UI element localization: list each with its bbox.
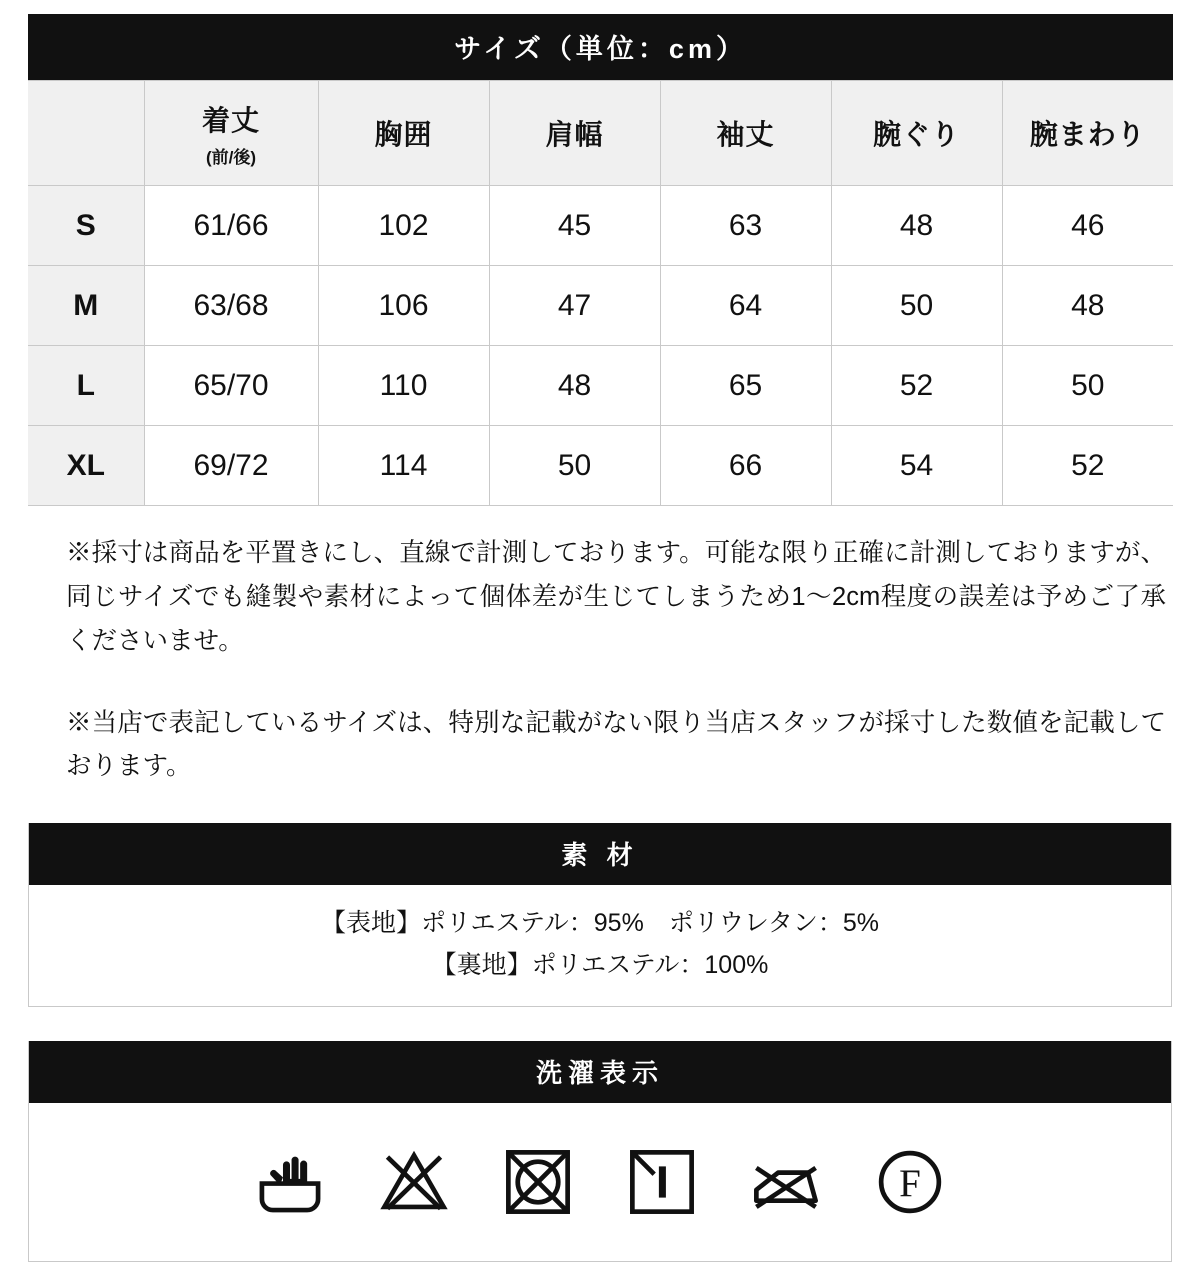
size-cell-shoulder: 50 <box>489 426 660 506</box>
size-cell-armcircumference: 50 <box>1002 346 1173 426</box>
size-cell-chest: 114 <box>318 426 489 506</box>
size-cell-length: 69/72 <box>144 426 318 506</box>
care-body <box>29 1103 1171 1261</box>
hand-wash-icon <box>251 1143 329 1221</box>
size-header-corner <box>28 81 144 186</box>
material-outer: 【表地】ポリエステル：95% ポリウレタン：5% <box>321 909 879 938</box>
no-iron-icon <box>747 1143 825 1221</box>
material-lining: 【裏地】ポリエステル：100% <box>431 950 769 979</box>
size-cell-label: M <box>28 266 144 346</box>
care-section <box>28 1041 1172 1262</box>
size-cell-chest: 110 <box>318 346 489 426</box>
size-cell-label: L <box>28 346 144 426</box>
size-cell-armhole: 48 <box>831 186 1002 266</box>
size-table-header-row <box>28 81 1173 186</box>
size-header-chest: 胸囲 <box>318 81 489 186</box>
size-cell-length: 65/70 <box>144 346 318 426</box>
material-banner: 素 材 <box>29 823 1171 885</box>
no-bleach-icon <box>375 1143 453 1221</box>
size-cell-armhole: 52 <box>831 346 1002 426</box>
size-cell-armcircumference: 52 <box>1002 426 1173 506</box>
dry-clean-f-icon <box>871 1143 949 1221</box>
size-cell-chest: 106 <box>318 266 489 346</box>
size-header-length-sub: (前/後) <box>205 147 257 167</box>
size-header-armcircumference: 腕まわり <box>1002 81 1173 186</box>
size-header-sleeve: 袖丈 <box>660 81 831 186</box>
material-body <box>29 885 1171 1006</box>
line-dry-shade-icon <box>623 1143 701 1221</box>
size-cell-armcircumference: 48 <box>1002 266 1173 346</box>
size-cell-armhole: 50 <box>831 266 1002 346</box>
size-cell-shoulder: 47 <box>489 266 660 346</box>
care-banner: 洗濯表示 <box>29 1041 1171 1103</box>
size-cell-label: XL <box>28 426 144 506</box>
size-cell-chest: 102 <box>318 186 489 266</box>
size-header-length <box>144 81 318 186</box>
care-icon-row <box>29 1121 1171 1241</box>
size-table-banner-row <box>28 14 1173 81</box>
size-cell-armcircumference: 46 <box>1002 186 1173 266</box>
size-header-length-label: 着丈 <box>201 104 260 136</box>
size-cell-sleeve: 63 <box>660 186 831 266</box>
size-header-armhole: 腕ぐり <box>831 81 1002 186</box>
size-cell-sleeve: 65 <box>660 346 831 426</box>
size-cell-shoulder: 45 <box>489 186 660 266</box>
table-row <box>28 186 1173 266</box>
size-cell-shoulder: 48 <box>489 346 660 426</box>
size-cell-label: S <box>28 186 144 266</box>
size-cell-length: 63/68 <box>144 266 318 346</box>
measurement-notes <box>28 532 1172 789</box>
size-header-shoulder: 肩幅 <box>489 81 660 186</box>
note-staff-measurement: ※当店で表記しているサイズは、特別な記載がない限り当店スタッフが採寸した数値を記載しております。 <box>66 708 1166 781</box>
size-cell-sleeve: 66 <box>660 426 831 506</box>
size-cell-length: 61/66 <box>144 186 318 266</box>
material-section <box>28 823 1172 1007</box>
no-tumble-dry-icon <box>499 1143 577 1221</box>
size-cell-sleeve: 64 <box>660 266 831 346</box>
size-cell-armhole: 54 <box>831 426 1002 506</box>
size-table-banner: サイズ（単位：cm） <box>28 14 1173 81</box>
size-table <box>28 14 1173 506</box>
note-measurement: ※採寸は商品を平置きにし、直線で計測しております。可能な限り正確に計測しておりますが、同じサイズでも縫製や素材によって個体差が生じてしまうため1〜2cm程度の誤差は予めご了承くださいませ。 <box>66 539 1166 655</box>
table-row <box>28 426 1173 506</box>
table-row <box>28 266 1173 346</box>
table-row <box>28 346 1173 426</box>
svg-text:F: F <box>899 1161 921 1205</box>
